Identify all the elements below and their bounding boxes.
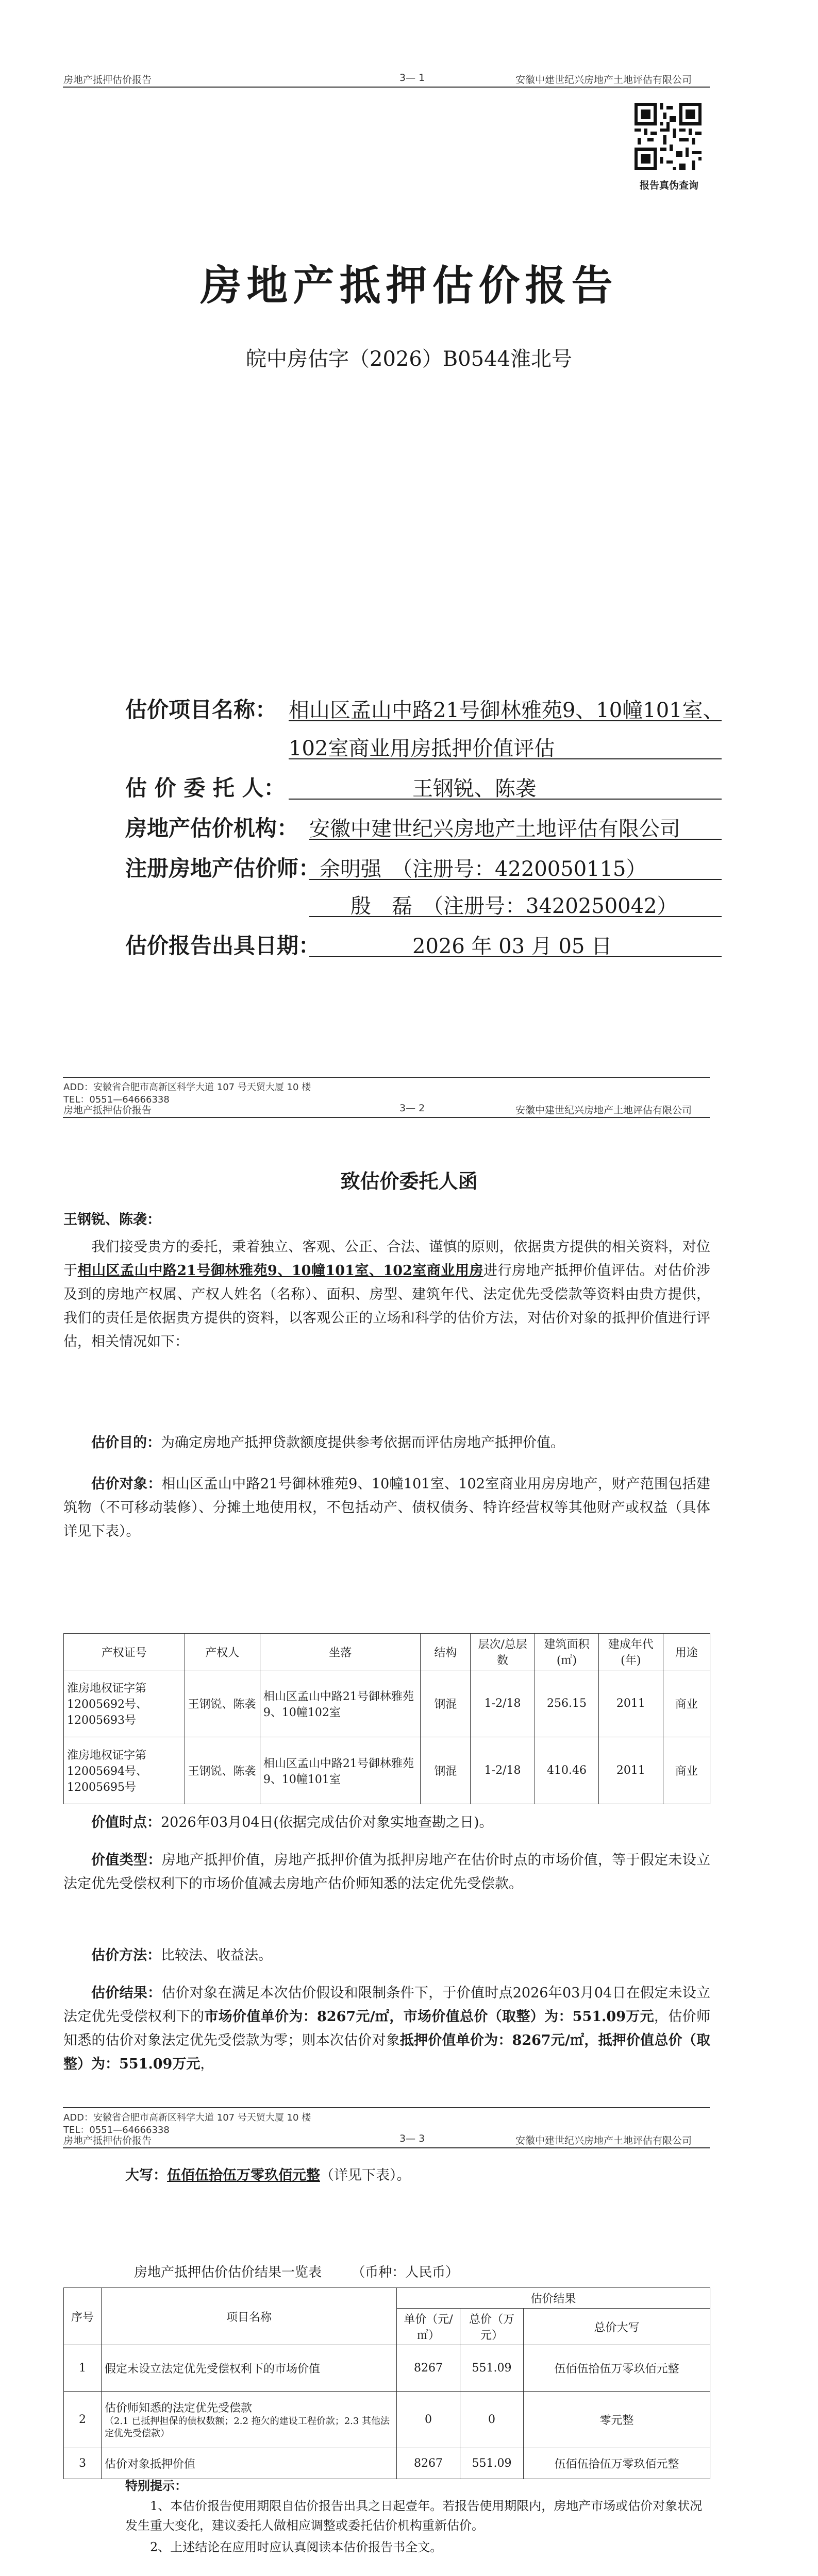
result-c: ，估价师知悉的估价对象法定优先受偿款为零；则本次估价对象 bbox=[63, 2009, 711, 2048]
cell: 相山区孟山中路21号御林雅苑9、10幢101室 bbox=[260, 1737, 421, 1804]
report-number: 皖中房估字（2026）B0544淮北号 bbox=[246, 347, 572, 371]
header-divider-3 bbox=[63, 2147, 710, 2148]
object-paragraph bbox=[63, 1472, 710, 1544]
report-date-value: 2026 年 03 月 05 日 bbox=[412, 935, 612, 958]
cell: 2011 bbox=[599, 1670, 663, 1737]
client-value: 王钢锐、陈袭 bbox=[412, 777, 536, 801]
agency-label: 房地产估价机构： bbox=[125, 816, 299, 841]
result-mortgage-value: 抵押价值单价为：8267元/㎡，抵押价值总价（取整）为：551.09万元 bbox=[63, 2032, 710, 2072]
summary-col-result: 估价结果 bbox=[397, 2288, 710, 2309]
p1-location: 相山区孟山中路21号御林雅苑9、10幢101室、102室商业用房 bbox=[77, 1263, 484, 1279]
cell: 商业 bbox=[663, 1737, 710, 1804]
result-e: ， bbox=[200, 2056, 214, 2072]
result-paragraph bbox=[63, 1981, 710, 2076]
cell: 钢混 bbox=[421, 1737, 471, 1804]
appraiser-label: 注册房地产估价师： bbox=[125, 856, 321, 881]
qr-code-icon bbox=[635, 103, 702, 170]
report-date-label: 估价报告出具日期： bbox=[125, 933, 321, 958]
appraiser-underline2 bbox=[309, 916, 722, 917]
summary-table bbox=[63, 2287, 710, 2479]
cell: 0 bbox=[460, 2392, 524, 2448]
footer-address-2: ADD：安徽省合肥市高新区科学大道 107 号天贸大厦 10 楼 bbox=[63, 2112, 311, 2123]
cell: 3 bbox=[64, 2448, 102, 2479]
page-header-left: 房地产抵押估价报告 bbox=[63, 74, 152, 86]
cell bbox=[102, 2392, 397, 2448]
result-label: 估价结果： bbox=[91, 1985, 162, 2001]
letter-title: 致估价委托人函 bbox=[340, 1170, 478, 1193]
cell: 淮房地权证字第12005694号、12005695号 bbox=[64, 1737, 185, 1804]
summary-col-no: 序号 bbox=[64, 2288, 102, 2345]
method-label: 估价方法： bbox=[91, 1947, 161, 1963]
upper-amount-line bbox=[125, 2164, 713, 2188]
footer-tel-2: TEL：0551—64666338 bbox=[63, 2125, 170, 2136]
cell: 1 bbox=[64, 2345, 102, 2392]
value-date-paragraph bbox=[63, 1811, 710, 1835]
cell: 零元整 bbox=[524, 2392, 710, 2448]
project-label: 估价项目名称： bbox=[125, 697, 277, 722]
letter-salutation: 王钢锐、陈袭： bbox=[63, 1212, 161, 1228]
cell: 2 bbox=[64, 2392, 102, 2448]
cell: 钢混 bbox=[421, 1670, 471, 1737]
client-underline bbox=[289, 799, 722, 800]
cell: 王钢锐、陈袭 bbox=[185, 1737, 260, 1804]
object-text: 相山区孟山中路21号御林雅苑9、10幢101室、102室商业用房房地产，财产范围包括建筑物（不可移动装修）、分摊土地使用权，不包括动产、债权债务、特许经营权等其他财产或权益（具体详见下表）。 bbox=[63, 1476, 710, 1539]
report-title: 房地产抵押估价报告 bbox=[200, 261, 618, 310]
cell: 淮房地权证字第12005692号、12005693号 bbox=[64, 1670, 185, 1737]
footer-divider-1 bbox=[63, 1077, 710, 1078]
purpose-text: 为确定房地产抵押贷款额度提供参考依据而评估房地产抵押价值。 bbox=[161, 1435, 564, 1451]
col-structure: 结构 bbox=[421, 1634, 471, 1670]
cell: 假定未设立法定优先受偿权利下的市场价值 bbox=[102, 2345, 397, 2392]
summary-col-item: 项目名称 bbox=[102, 2288, 397, 2345]
p1-end: 进行房地产抵押价值评估。对估价涉及到的房地产权属、产权人姓名（名称）、面积、房型、建筑年代、法定优先受偿款等资料由贵方提供，我们的责任是依据贵方提供的资料，以客观公正的立场和科学的估价方法，对估价对象的抵押价值进行评估，相关情况如下： bbox=[63, 1263, 711, 1350]
result-a: 估价对象在满足本次估价假设和限制条件下，于价值时点2026年03月04日在假定未设立法定优先受偿权利下的 bbox=[63, 1985, 710, 2025]
cell: 551.09 bbox=[460, 2448, 524, 2479]
footer-address-1: ADD：安徽省合肥市高新区科学大道 107 号天贸大厦 10 楼 bbox=[63, 1082, 311, 1093]
cell: 伍佰伍拾伍万零玖佰元整 bbox=[524, 2345, 710, 2392]
cell: 1-2/18 bbox=[471, 1670, 535, 1737]
method-paragraph bbox=[63, 1944, 710, 1968]
summary-col-upper: 总价大写 bbox=[524, 2309, 710, 2345]
page-header-right: 安徽中建世纪兴房地产土地评估有限公司 bbox=[515, 74, 692, 86]
summary-col-unit: 单价（元/㎡） bbox=[397, 2309, 460, 2345]
qr-caption: 报告真伪查询 bbox=[639, 180, 698, 191]
page-header-left-3: 房地产抵押估价报告 bbox=[63, 2135, 152, 2146]
agency-value: 安徽中建世纪兴房地产土地评估有限公司 bbox=[309, 817, 680, 841]
value-type-text: 房地产抵押价值，房地产抵押价值为抵押房地产在估价时点的市场价值，等于假定未设立法定优先受偿权利下的市场价值减去房地产估价师知悉的法定优先受偿款。 bbox=[63, 1852, 711, 1892]
page-header-right-2: 安徽中建世纪兴房地产土地评估有限公司 bbox=[515, 1105, 692, 1116]
col-cert: 产权证号 bbox=[64, 1634, 185, 1670]
client-label: 估 价 委 托 人： bbox=[125, 775, 286, 801]
cell: 王钢锐、陈袭 bbox=[185, 1670, 260, 1737]
cell: 伍佰伍拾伍万零玖佰元整 bbox=[524, 2448, 710, 2479]
summary-item-2-note: （2.1 已抵押担保的债权数额；2.2 拖欠的建设工程价款；2.3 其他法定优先受偿款） bbox=[105, 2416, 390, 2439]
method-text: 比较法、收益法。 bbox=[161, 1947, 272, 1963]
table-row bbox=[64, 2448, 710, 2479]
p1-start: 我们接受贵方的委托，秉着独立、客观、公正、合法、谨慎的原则，依据贵方提供的相关资料，对位于 bbox=[63, 1239, 710, 1279]
value-date-label: 价值时点： bbox=[91, 1815, 161, 1831]
purpose-paragraph bbox=[63, 1431, 710, 1455]
appraiser-underline1 bbox=[309, 879, 722, 880]
upper-value: 伍佰伍拾伍万零玖佰元整 bbox=[167, 2167, 320, 2183]
page-header-right-3: 安徽中建世纪兴房地产土地评估有限公司 bbox=[515, 2135, 692, 2146]
col-use: 用途 bbox=[663, 1634, 710, 1670]
cell: 551.09 bbox=[460, 2345, 524, 2392]
cell: 1-2/18 bbox=[471, 1737, 535, 1804]
table-row bbox=[64, 2345, 710, 2392]
project-line2: 102室商业用房抵押价值评估 bbox=[289, 737, 555, 760]
table-row bbox=[64, 1737, 710, 1804]
col-year: 建成年代(年) bbox=[599, 1634, 663, 1670]
page-header-left-2: 房地产抵押估价报告 bbox=[63, 1105, 152, 1116]
summary-col-total: 总价（万元） bbox=[460, 2309, 524, 2345]
agency-underline bbox=[309, 839, 722, 840]
letter-paragraph-1 bbox=[63, 1235, 710, 1354]
tips-label: 特别提示： bbox=[125, 2478, 187, 2493]
purpose-label: 估价目的： bbox=[91, 1435, 161, 1451]
result-market-value: 市场价值单价为：8267元/㎡，市场价值总价（取整）为：551.09万元 bbox=[204, 2009, 655, 2025]
cell: 估价对象抵押价值 bbox=[102, 2448, 397, 2479]
appraiser-1: 余明强 （注册号：4220050115） bbox=[320, 857, 647, 881]
cell: 相山区孟山中路21号御林雅苑9、10幢102室 bbox=[260, 1670, 421, 1737]
upper-tail: （详见下表）。 bbox=[320, 2167, 411, 2183]
upper-label: 大写： bbox=[125, 2167, 167, 2183]
date-underline bbox=[309, 956, 722, 957]
page-header-number-3: 3— 3 bbox=[399, 2133, 425, 2144]
table-row bbox=[64, 2392, 710, 2448]
footer-tel-1: TEL：0551—64666338 bbox=[63, 1094, 170, 1105]
object-label: 估价对象： bbox=[91, 1476, 162, 1492]
cell: 410.46 bbox=[535, 1737, 598, 1804]
table-row bbox=[64, 1670, 710, 1737]
header-divider-2 bbox=[63, 1117, 710, 1118]
property-table bbox=[63, 1633, 710, 1804]
cell: 商业 bbox=[663, 1670, 710, 1737]
summary-caption-right: （币种：人民币） bbox=[352, 2265, 459, 2280]
cell: 8267 bbox=[397, 2345, 460, 2392]
project-underline2 bbox=[289, 758, 722, 759]
project-underline1 bbox=[289, 720, 722, 721]
summary-caption-left: 房地产抵押估价估价结果一览表 bbox=[134, 2265, 322, 2280]
value-type-paragraph bbox=[63, 1849, 710, 1896]
header-divider bbox=[63, 87, 710, 88]
tip-2: 2、上述结论在应用时应认真阅读本估价报告书全文。 bbox=[150, 2540, 443, 2554]
tip-1: 1、本估价报告使用期限自估价报告出具之日起壹年。若报告使用期限内，房地产市场或估价对象状况发生重大变化，建议委托人做相应调整或委托估价机构重新估价。 bbox=[125, 2499, 703, 2533]
cell: 0 bbox=[397, 2392, 460, 2448]
property-table-header bbox=[64, 1634, 710, 1670]
col-area: 建筑面积(㎡) bbox=[535, 1634, 598, 1670]
value-date-text: 2026年03月04日(依据完成估价对象实地查勘之日)。 bbox=[161, 1815, 493, 1831]
cell: 2011 bbox=[599, 1737, 663, 1804]
page-header-number-2: 3— 2 bbox=[399, 1103, 425, 1114]
col-floors: 层次/总层数 bbox=[471, 1634, 535, 1670]
page-header-number: 3— 1 bbox=[399, 72, 425, 83]
appraiser-2: 殷 磊 （注册号：3420250042） bbox=[350, 894, 678, 918]
project-line1: 相山区孟山中路21号御林雅苑9、10幢101室、 bbox=[289, 699, 724, 722]
value-type-label: 价值类型： bbox=[91, 1852, 162, 1868]
footer-divider-2 bbox=[63, 2107, 710, 2108]
summary-item-2-title: 估价师知悉的法定优先受偿款 bbox=[105, 2402, 253, 2415]
summary-caption bbox=[134, 2262, 459, 2281]
col-location: 坐落 bbox=[260, 1634, 421, 1670]
col-owner: 产权人 bbox=[185, 1634, 260, 1670]
summary-header-row bbox=[64, 2288, 710, 2309]
cell: 256.15 bbox=[535, 1670, 598, 1737]
cell: 8267 bbox=[397, 2448, 460, 2479]
